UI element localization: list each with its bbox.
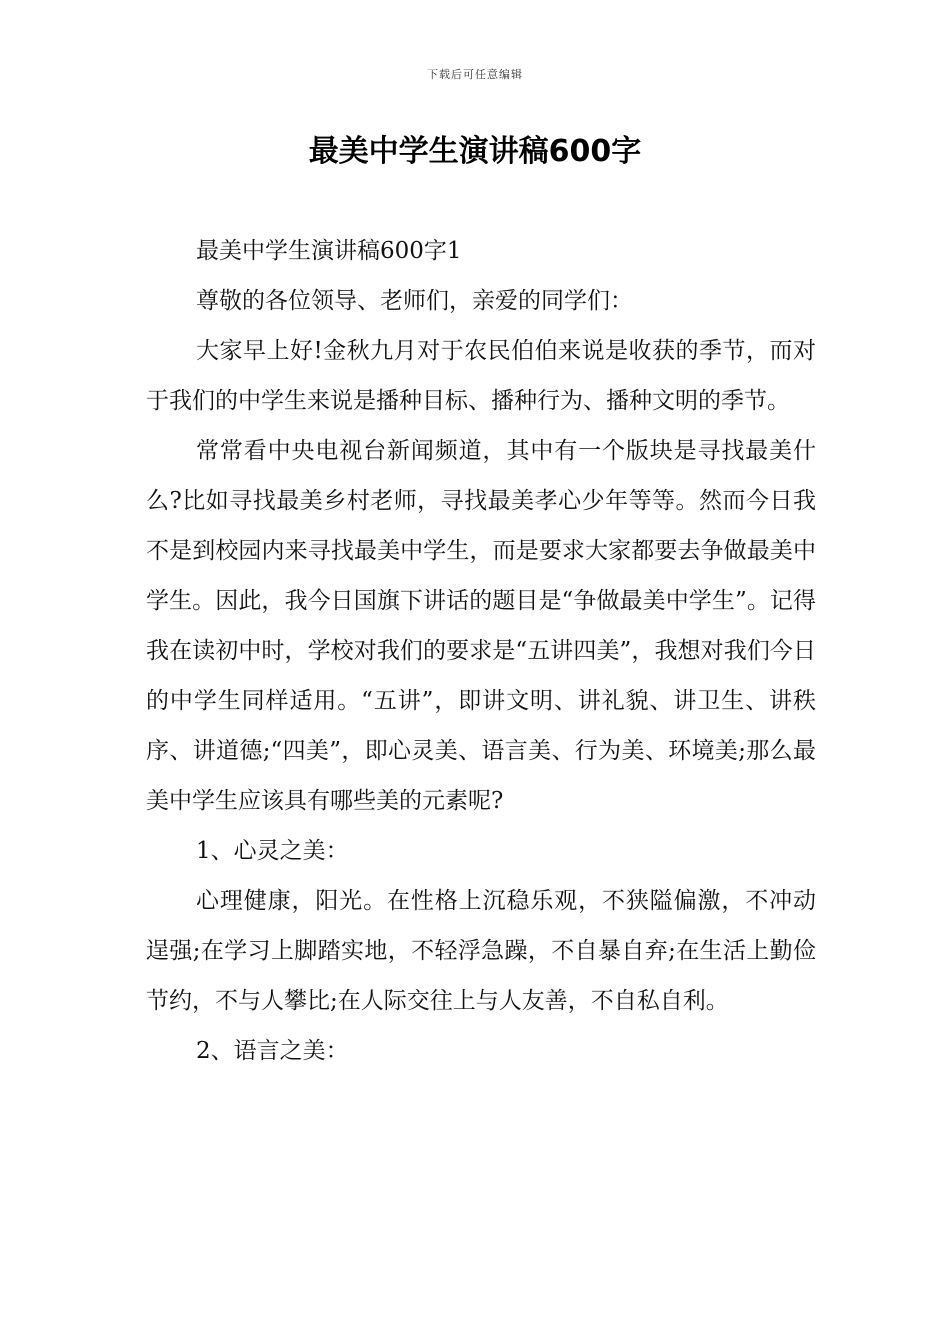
- paragraph-subtitle: 最美中学生演讲稿600字1: [196, 238, 462, 264]
- paragraph-intro: 常常看中央电视台新闻频道，其中有一个版块是寻找最美什么?比如寻找最美乡村老师，寻找最美孝心少年等等。然而今日我不是到校园内来寻找最美中学生，而是要求大家都要去争做最美中学生。因此，我今日国旗下讲话的题目是“争做最美中学生”。记得我在读初中时，学校对我们的要求是“五讲四美”，我想对我们今日的中学生同样适用。“五讲”，即讲文明、讲礼貌、讲卫生、讲秩序、讲道德;“四美”，即心灵美、语言美、行为美、环境美;那么最美中学生应该具有哪些美的元素呢?: [146, 438, 816, 814]
- paragraph-greeting: 大家早上好!金秋九月对于农民伯伯来说是收获的季节，而对于我们的中学生来说是播种目标、播种行为、播种文明的季节。: [146, 338, 816, 414]
- paragraph-section-1: 心理健康，阳光。在性格上沉稳乐观，不狭隘偏激，不冲动逞强;在学习上脚踏实地，不轻浮急躁，不自暴自弃;在生活上勤俭节约，不与人攀比;在人际交往上与人友善，不自私自利。: [146, 888, 816, 1014]
- document-body: [146, 226, 816, 1076]
- document-title: 最美中学生演讲稿600字: [308, 134, 642, 169]
- header-note: 下载后可任意编辑: [427, 68, 523, 81]
- paragraph-heading-2: 2、语言之美：: [196, 1038, 349, 1064]
- paragraph-heading-1: 1、心灵之美：: [196, 838, 349, 864]
- paragraph-salutation: 尊敬的各位领导、老师们，亲爱的同学们：: [196, 288, 633, 314]
